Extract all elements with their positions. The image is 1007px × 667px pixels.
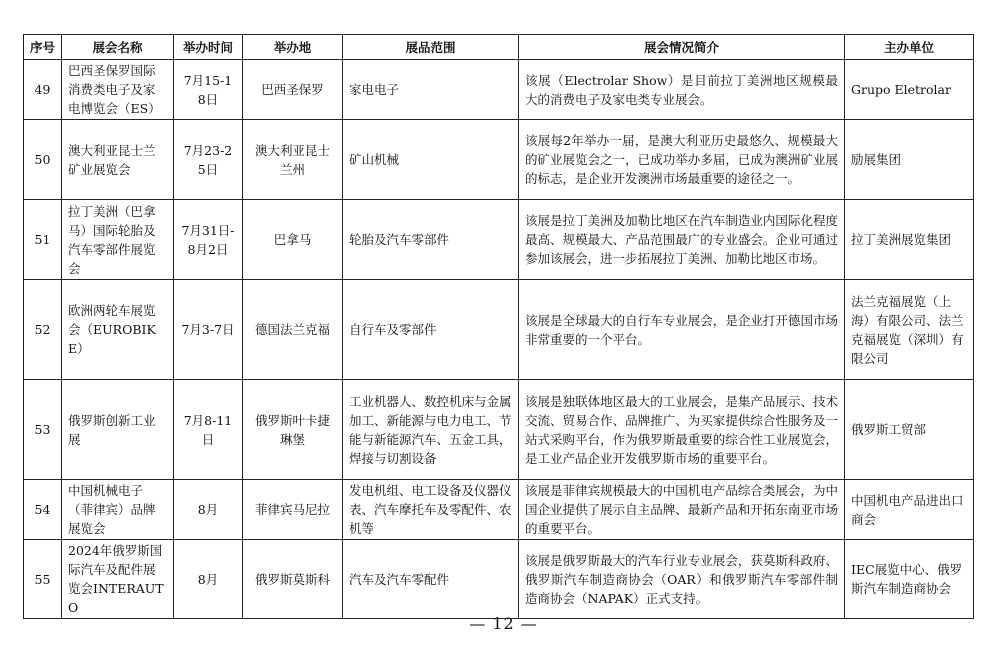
cell-place: 德国法兰克福 bbox=[243, 280, 343, 380]
cell-no: 51 bbox=[24, 200, 62, 280]
cell-time: 7月15-18日 bbox=[174, 60, 243, 120]
cell-organizer: 俄罗斯工贸部 bbox=[845, 380, 974, 480]
header-name: 展会名称 bbox=[62, 35, 174, 60]
cell-name: 欧洲两轮车展览会（EUROBIKE） bbox=[62, 280, 174, 380]
cell-name: 澳大利亚昆士兰矿业展览会 bbox=[62, 120, 174, 200]
cell-scope: 汽车及汽车零配件 bbox=[343, 540, 519, 619]
table-row bbox=[24, 280, 974, 380]
cell-no: 49 bbox=[24, 60, 62, 120]
header-time: 举办时间 bbox=[174, 35, 243, 60]
cell-scope: 轮胎及汽车零部件 bbox=[343, 200, 519, 280]
exhibition-table bbox=[23, 34, 974, 619]
cell-place: 菲律宾马尼拉 bbox=[243, 480, 343, 540]
table-header-row bbox=[24, 35, 974, 60]
cell-organizer: 拉丁美洲展览集团 bbox=[845, 200, 974, 280]
cell-name: 巴西圣保罗国际消费类电子及家电博览会（ES） bbox=[62, 60, 174, 120]
cell-time: 7月23-25日 bbox=[174, 120, 243, 200]
cell-name: 拉丁美洲（巴拿马）国际轮胎及汽车零部件展览会 bbox=[62, 200, 174, 280]
cell-no: 53 bbox=[24, 380, 62, 480]
cell-scope: 工业机器人、数控机床与金属加工、新能源与电力电工、节能与新能源汽车、五金工具，焊接与切割设备 bbox=[343, 380, 519, 480]
cell-intro: 该展是菲律宾规模最大的中国机电产品综合类展会，为中国企业提供了展示自主品牌、最新产品和开拓东南亚市场的重要平台。 bbox=[519, 480, 845, 540]
page-number: — 12 — bbox=[469, 614, 538, 633]
cell-organizer: 中国机电产品进出口商会 bbox=[845, 480, 974, 540]
table-row bbox=[24, 540, 974, 619]
cell-place: 巴拿马 bbox=[243, 200, 343, 280]
cell-scope: 自行车及零部件 bbox=[343, 280, 519, 380]
cell-place: 俄罗斯叶卡捷琳堡 bbox=[243, 380, 343, 480]
cell-intro: 该展是俄罗斯最大的汽车行业专业展会，获莫斯科政府、俄罗斯汽车制造商协会（OAR）和俄罗斯汽车零部件制造商协会（NAPAK）正式支持。 bbox=[519, 540, 845, 619]
header-place: 举办地 bbox=[243, 35, 343, 60]
header-scope: 展品范围 bbox=[343, 35, 519, 60]
cell-organizer: IEC展览中心、俄罗斯汽车制造商协会 bbox=[845, 540, 974, 619]
header-intro: 展会情况简介 bbox=[519, 35, 845, 60]
cell-time: 7月3-7日 bbox=[174, 280, 243, 380]
cell-intro: 该展是独联体地区最大的工业展会，是集产品展示、技术交流、贸易合作、品牌推广、为买家提供综合性服务及一站式采购平台，作为俄罗斯最重要的综合性工业展览会，是工业产品企业开发俄罗斯市场的重要平台。 bbox=[519, 380, 845, 480]
cell-no: 54 bbox=[24, 480, 62, 540]
cell-no: 52 bbox=[24, 280, 62, 380]
cell-intro: 该展每2年举办一届，是澳大利亚历史最悠久、规模最大的矿业展览会之一，已成功举办多届，已成为澳洲矿业展的标志，是企业开发澳洲市场最重要的途径之一。 bbox=[519, 120, 845, 200]
header-no: 序号 bbox=[24, 35, 62, 60]
table-row bbox=[24, 200, 974, 280]
cell-time: 7月31日-8月2日 bbox=[174, 200, 243, 280]
cell-scope: 发电机组、电工设备及仪器仪表、汽车摩托车及零配件、农机等 bbox=[343, 480, 519, 540]
cell-time: 7月8-11日 bbox=[174, 380, 243, 480]
cell-intro: 该展（Electrolar Show）是目前拉丁美洲地区规模最大的消费电子及家电类专业展会。 bbox=[519, 60, 845, 120]
cell-organizer: 励展集团 bbox=[845, 120, 974, 200]
table-row bbox=[24, 380, 974, 480]
cell-place: 澳大利亚昆士兰州 bbox=[243, 120, 343, 200]
cell-scope: 家电电子 bbox=[343, 60, 519, 120]
cell-name: 中国机械电子（菲律宾）品牌展览会 bbox=[62, 480, 174, 540]
cell-intro: 该展是拉丁美洲及加勒比地区在汽车制造业内国际化程度最高、规模最大、产品范围最广的专业盛会。企业可通过参加该展会，进一步拓展拉丁美洲、加勒比地区市场。 bbox=[519, 200, 845, 280]
cell-place: 巴西圣保罗 bbox=[243, 60, 343, 120]
cell-time: 8月 bbox=[174, 540, 243, 619]
cell-time: 8月 bbox=[174, 480, 243, 540]
cell-no: 50 bbox=[24, 120, 62, 200]
cell-scope: 矿山机械 bbox=[343, 120, 519, 200]
cell-place: 俄罗斯莫斯科 bbox=[243, 540, 343, 619]
cell-organizer: 法兰克福展览（上海）有限公司、法兰克福展览（深圳）有限公司 bbox=[845, 280, 974, 380]
cell-name: 俄罗斯创新工业展 bbox=[62, 380, 174, 480]
header-organizer: 主办单位 bbox=[845, 35, 974, 60]
cell-organizer: Grupo Eletrolar bbox=[845, 60, 974, 120]
table-row bbox=[24, 120, 974, 200]
exhibition-table-page bbox=[23, 34, 973, 619]
cell-no: 55 bbox=[24, 540, 62, 619]
cell-intro: 该展是全球最大的自行车专业展会，是企业打开德国市场非常重要的一个平台。 bbox=[519, 280, 845, 380]
table-row bbox=[24, 60, 974, 120]
cell-name: 2024年俄罗斯国际汽车及配件展览会INTERAUTO bbox=[62, 540, 174, 619]
table-row bbox=[24, 480, 974, 540]
